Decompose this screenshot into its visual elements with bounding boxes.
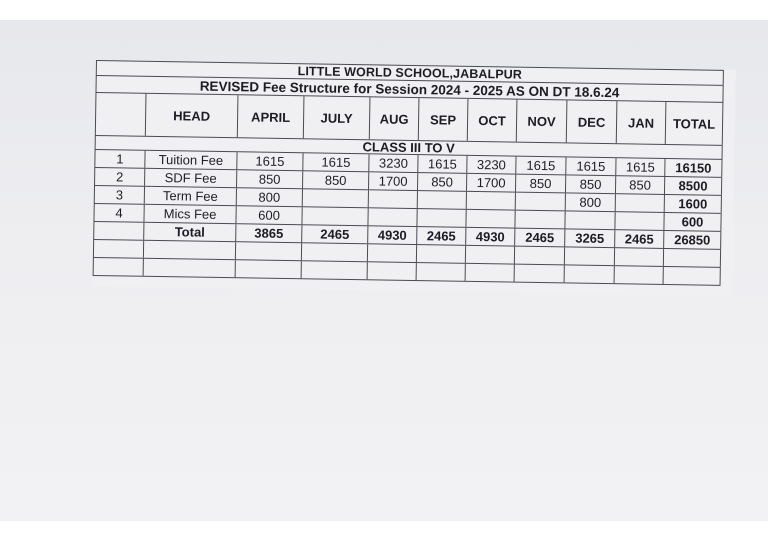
fee-nov: 850 (515, 175, 565, 193)
fee-jan (615, 194, 664, 212)
fee-jan: 850 (615, 176, 664, 194)
photo-background (0, 20, 768, 521)
total-april: 3865 (235, 224, 301, 242)
fee-july (302, 189, 368, 207)
total-dec: 3265 (564, 229, 614, 247)
column-header-aug: AUG (369, 97, 419, 140)
fee-structure-sheet (92, 60, 735, 296)
fee-dec: 800 (565, 193, 615, 211)
empty-cell (301, 243, 367, 261)
column-header-july: JULY (303, 96, 370, 139)
fee-oct (466, 192, 515, 210)
fee-sep: 1615 (417, 155, 466, 173)
empty-cell (663, 267, 721, 285)
column-header-total: TOTAL (665, 102, 724, 145)
column-header-april: APRIL (237, 95, 304, 138)
fee-jan (614, 212, 663, 230)
fee-april: 1615 (236, 152, 302, 170)
column-header-oct: OCT (467, 99, 517, 142)
empty-cell (663, 249, 721, 267)
row-number: 4 (93, 204, 143, 222)
column-header-sep: SEP (418, 98, 468, 141)
empty-cell (93, 258, 143, 276)
fee-dec (564, 211, 614, 229)
fee-oct: 3230 (466, 156, 515, 174)
totals-blank (93, 222, 143, 240)
fee-sep (417, 191, 466, 209)
grand-total: 26850 (663, 231, 721, 249)
fee-april: 850 (236, 170, 302, 188)
empty-cell (235, 242, 301, 260)
column-header-head: HEAD (145, 94, 238, 137)
school-name: LITTLE WORLD SCHOOL,JABALPUR (96, 60, 724, 86)
row-number: 2 (94, 168, 144, 186)
fee-july: 850 (302, 171, 368, 189)
fee-dec: 850 (565, 175, 615, 193)
fee-structure-heading: REVISED Fee Structure for Session 2024 - 2025 AS ON DT 18.6.24 (95, 76, 723, 103)
fee-total: 600 (663, 213, 721, 231)
empty-cell (367, 244, 416, 262)
empty-cell (93, 240, 143, 258)
column-header-dec: DEC (566, 100, 617, 143)
total-aug: 4930 (367, 226, 416, 244)
total-july: 2465 (301, 225, 367, 243)
empty-cell (416, 245, 465, 263)
fee-head: Term Fee (144, 187, 236, 205)
empty-cell (514, 265, 564, 283)
row-number: 3 (94, 186, 144, 204)
fee-total: 1600 (664, 195, 722, 213)
fee-oct (465, 210, 514, 228)
fee-dec: 1615 (565, 157, 615, 175)
fee-aug (367, 208, 416, 226)
empty-cell (367, 262, 416, 280)
fee-total: 16150 (664, 159, 722, 177)
empty-cell (465, 246, 514, 264)
fee-head: SDF Fee (144, 169, 236, 187)
fee-aug (368, 190, 417, 208)
total-jan: 2465 (614, 230, 663, 248)
empty-cell (614, 266, 663, 284)
totals-label: Total (143, 223, 235, 241)
empty-cell (301, 261, 367, 279)
empty-cell (514, 247, 564, 265)
fee-april: 600 (235, 206, 301, 224)
fee-total: 8500 (664, 177, 722, 195)
empty-cell (235, 260, 301, 278)
total-nov: 2465 (514, 229, 564, 247)
empty-cell (614, 248, 663, 266)
column-header-jan: JAN (616, 101, 666, 144)
fee-july (301, 207, 367, 225)
empty-cell (143, 241, 235, 259)
total-sep: 2465 (416, 227, 465, 245)
fee-sep (416, 209, 465, 227)
fee-head: Tuition Fee (144, 151, 236, 169)
empty-cell (416, 263, 465, 281)
row-number: 1 (94, 150, 144, 168)
fee-aug: 3230 (368, 154, 417, 172)
fee-head: Mics Fee (143, 205, 235, 223)
fee-nov (514, 211, 564, 229)
fee-nov (515, 193, 565, 211)
fee-oct: 1700 (466, 174, 515, 192)
empty-cell (564, 265, 614, 283)
empty-cell (564, 247, 614, 265)
fee-april: 800 (236, 188, 302, 206)
class-group-label: CLASS III TO V (95, 136, 723, 160)
empty-cell (465, 264, 514, 282)
column-header-sn (95, 93, 146, 136)
total-oct: 4930 (465, 228, 514, 246)
fee-nov: 1615 (515, 157, 565, 175)
fee-aug: 1700 (368, 172, 417, 190)
empty-cell (143, 259, 235, 277)
fee-july: 1615 (302, 153, 368, 171)
fee-jan: 1615 (615, 158, 664, 176)
column-header-nov: NOV (516, 100, 567, 143)
fee-sep: 850 (417, 173, 466, 191)
